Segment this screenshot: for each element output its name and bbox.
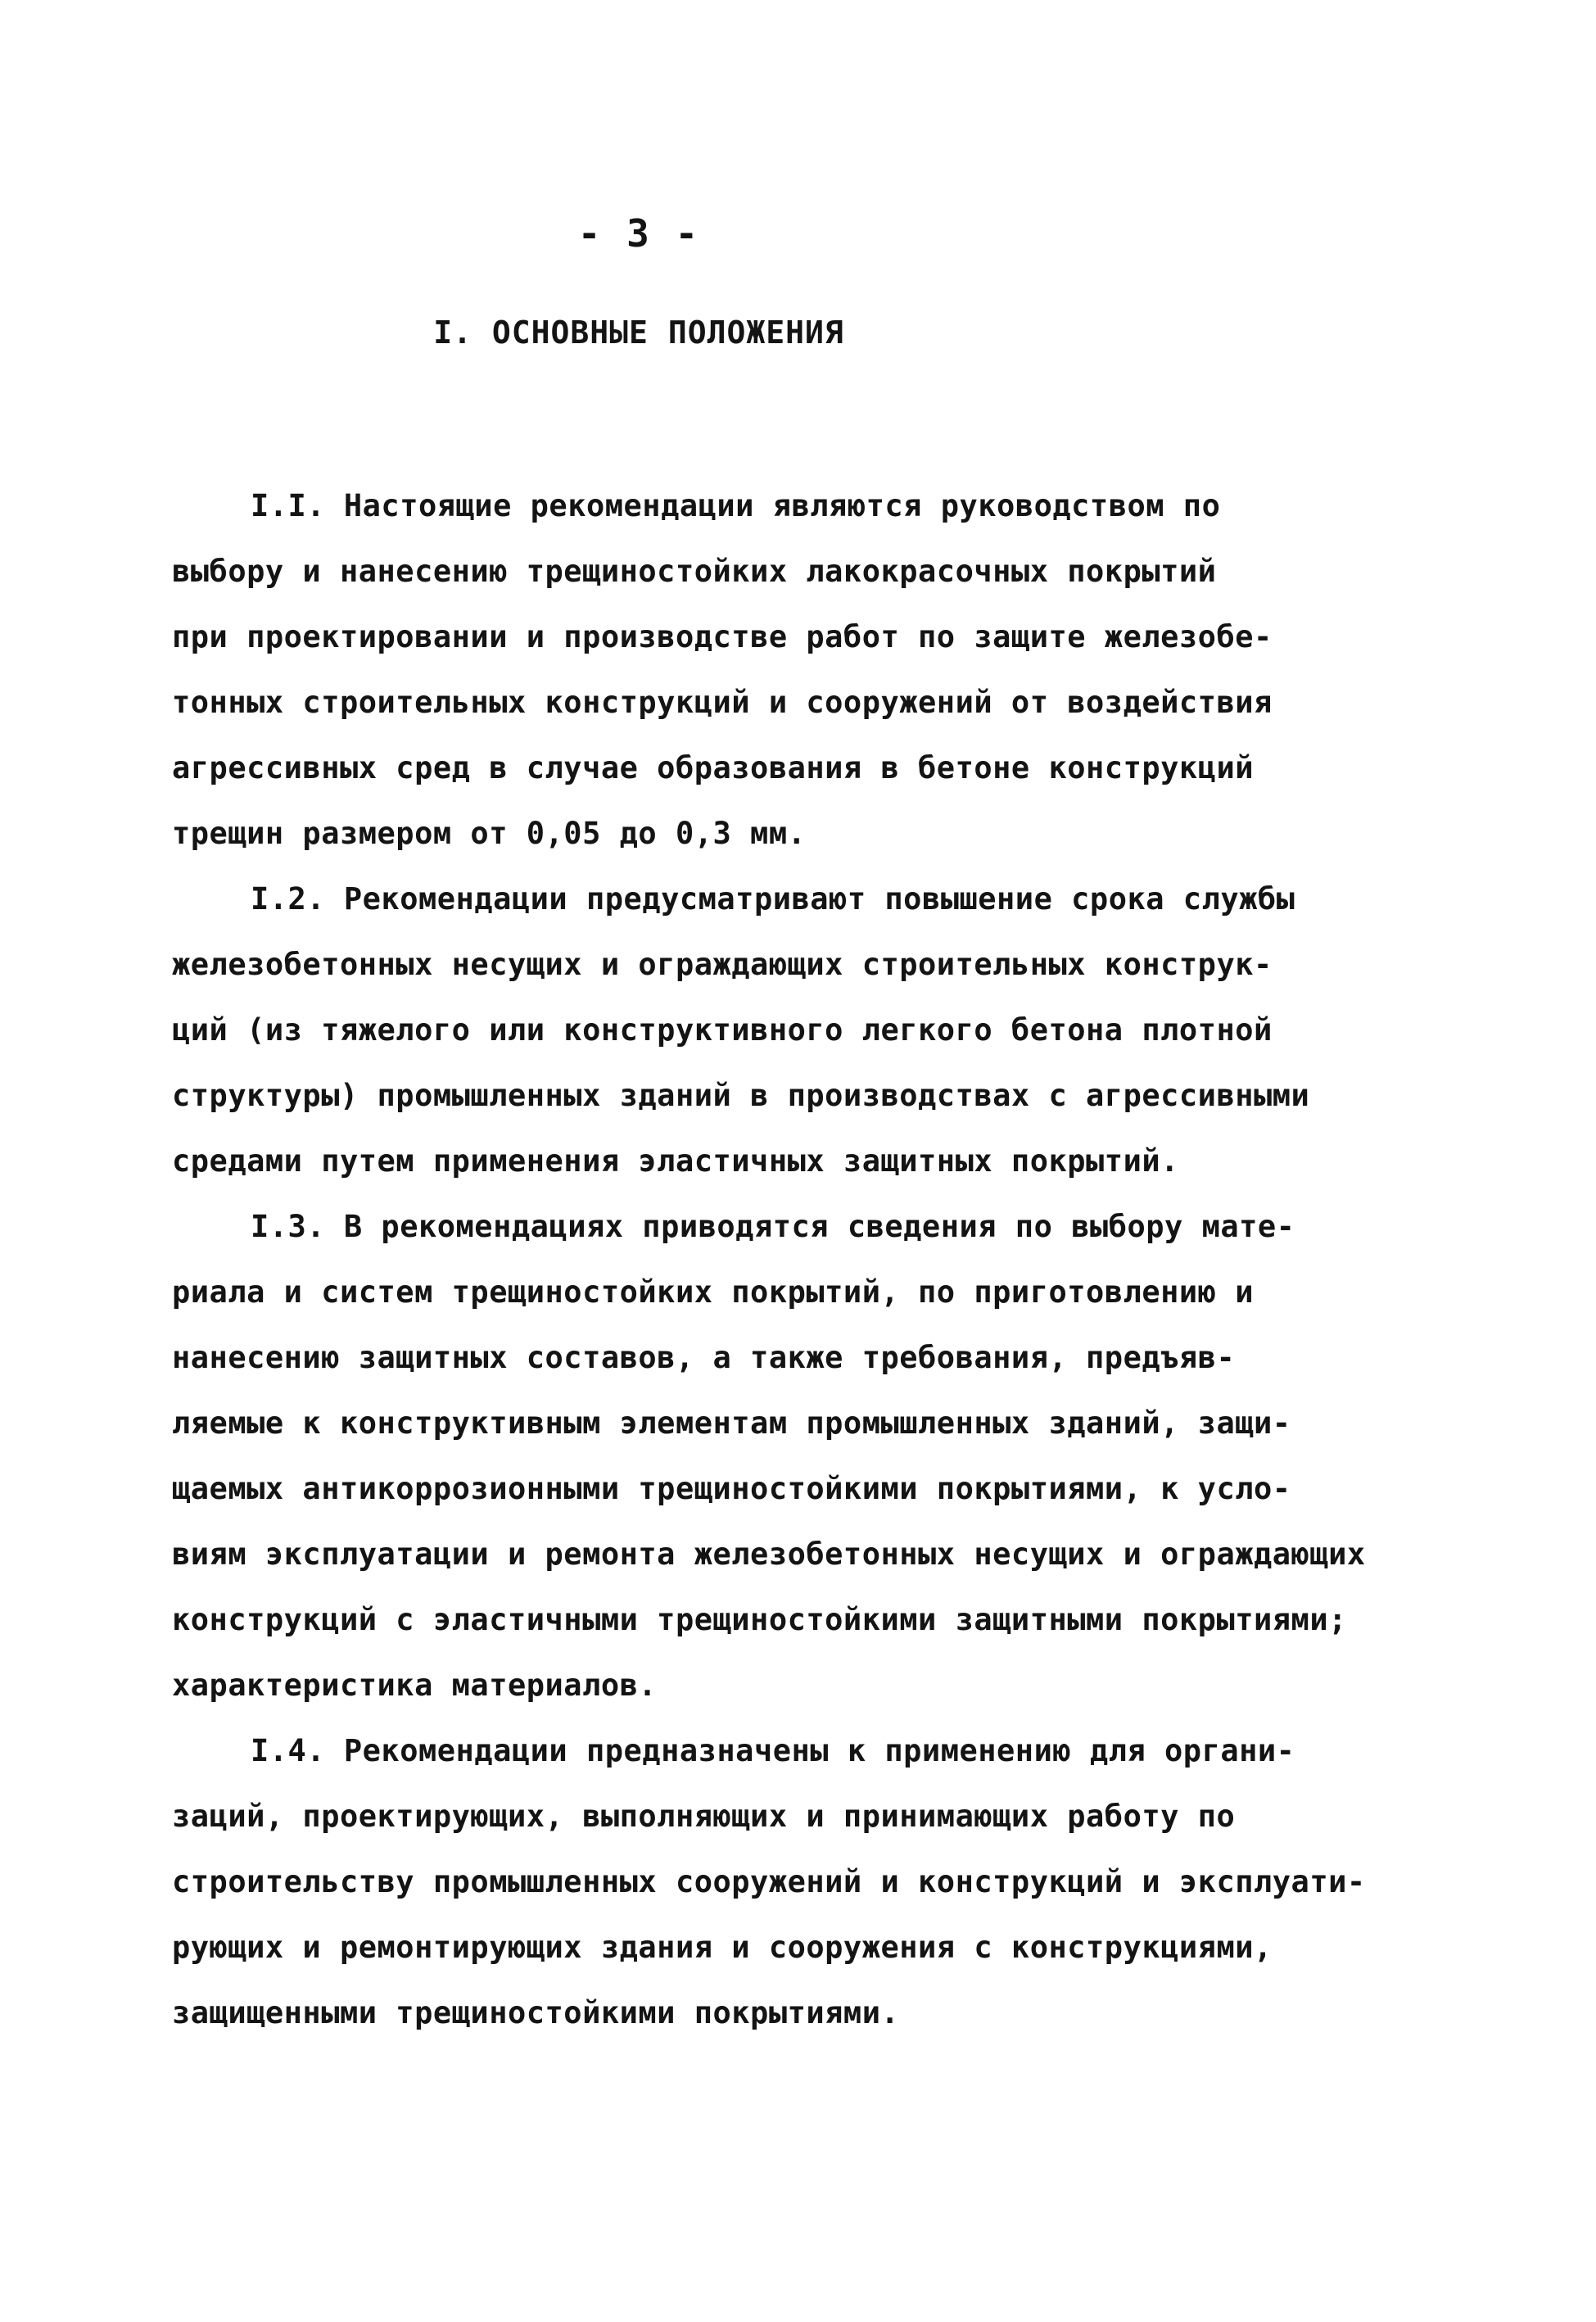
text-line: тонных строительных конструкций и сооружений от воздействия [172, 685, 1273, 720]
paragraph-1-2 [172, 867, 1564, 1194]
text-line: железобетонных несущих и ограждающих строительных конструк- [172, 947, 1273, 982]
text-line: средами путем применения эластичных защитных покрытий. [172, 1143, 1179, 1179]
text-line: I.4. Рекомендации предназначены к применению для органи- [251, 1733, 1295, 1768]
text-line: структуры) промышленных зданий в производствах с агрессивными [172, 1078, 1310, 1113]
text-line: строительству промышленных сооружений и конструкций и эксплуати- [172, 1864, 1366, 1899]
text-line: характеристика материалов. [172, 1668, 658, 1703]
text-line: ций (из тяжелого или конструктивного легкого бетона плотной [172, 1012, 1273, 1048]
text-line: I.I. Настоящие рекомендации являются руководством по [251, 488, 1221, 523]
text-line: защищенными трещиностойкими покрытиями. [172, 1995, 900, 2030]
text-line: заций, проектирующих, выполняющих и принимающих работу по [172, 1799, 1236, 1834]
text-line: риала и систем трещиностойких покрытий, по приготовлению и [172, 1274, 1255, 1310]
text-line: I.2. Рекомендации предусматривают повышение срока службы [251, 881, 1295, 917]
text-line: выбору и нанесению трещиностойких лакокрасочных покрытий [172, 554, 1217, 589]
text-line: щаемых антикоррозионными трещиностойкими покрытиями, к усло- [172, 1471, 1291, 1506]
text-line: I.3. В рекомендациях приводятся сведения по выбору мате- [251, 1209, 1295, 1244]
paragraph-1-3 [172, 1194, 1564, 1718]
text-line: виям эксплуатации и ремонта железобетонных несущих и ограждающих [172, 1537, 1366, 1572]
page-number: - 3 - [577, 211, 700, 256]
text-line: трещин размером от 0,05 до 0,3 мм. [172, 816, 807, 851]
section-heading: I. ОСНОВНЫЕ ПОЛОЖЕНИЯ [433, 315, 844, 351]
text-line: рующих и ремонтирующих здания и сооружения с конструкциями, [172, 1930, 1273, 1965]
text-line: агрессивных сред в случае образования в бетоне конструкций [172, 750, 1255, 785]
text-line: конструкций с эластичными трещиностойкими защитными покрытиями; [172, 1602, 1347, 1637]
paragraph-1-1 [172, 473, 1564, 867]
text-line: ляемые к конструктивным элементам промышленных зданий, защи- [172, 1405, 1291, 1441]
text-line: нанесению защитных составов, а также требования, предъяв- [172, 1340, 1236, 1375]
document-body [172, 473, 1564, 2046]
text-line: при проектировании и производстве работ по защите железобе- [172, 619, 1273, 654]
paragraph-1-4 [172, 1718, 1564, 2046]
